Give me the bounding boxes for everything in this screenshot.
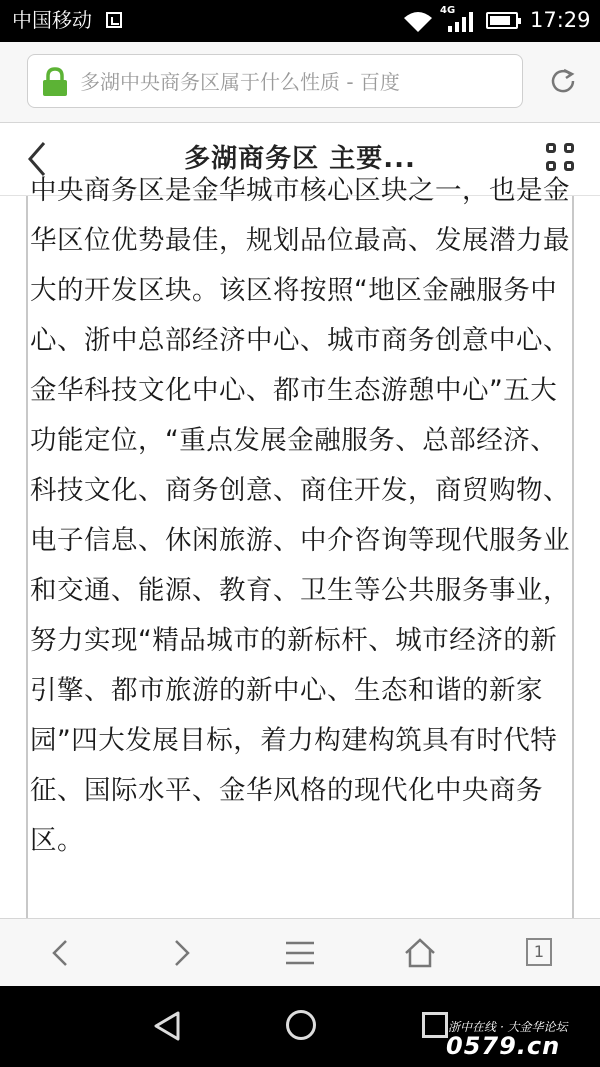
clock: 17:29 <box>530 8 591 32</box>
system-nav-bar <box>0 986 600 1067</box>
address-bar[interactable] <box>27 54 523 108</box>
lock-icon <box>41 67 69 97</box>
signal-icon <box>446 12 474 32</box>
nav-home-icon[interactable] <box>286 1010 316 1040</box>
network-type: 4G <box>440 5 456 16</box>
url-text: 多湖中央商务区属于什么性质 - 百度 <box>80 70 400 94</box>
page-title: 多湖商务区 主要... <box>184 144 416 174</box>
carrier-name: 中国移动 <box>12 8 92 32</box>
article-body: 中央商务区是金华城市核心区块之一，也是金华区位优势最佳，规划品位最高、发展潜力最大的开发区块。该区将按照“地区金融服务中心、浙中总部经济中心、城市商务创意中心、金华科技文化中心、都市生态游憩中心”五大功能定位，“重点发展金融服务、总部经济、科技文化、商务创意、商住开发，商贸购物、电子信息、休闲旅游、中介咨询等现代服务业和交通、能源、教育、卫生等公共服务事业，努力实现“精品城市的新标杆、城市经济的新引擎、都市旅游的新中心、生态和谐的新家园”四大发展目标，着力构建构筑具有时代特征、国际水平、金华风格的现代化中央商务区。 <box>30 175 570 856</box>
article-container[interactable] <box>26 175 574 918</box>
browser-address-area <box>0 42 600 123</box>
watermark-caption: 浙中在线 · 大金华论坛 <box>448 1020 568 1034</box>
wifi-icon <box>402 10 434 34</box>
reload-icon[interactable] <box>548 66 578 96</box>
forward-arrow-icon[interactable] <box>160 933 200 973</box>
nav-recents-icon[interactable] <box>422 1012 448 1038</box>
nav-back-icon[interactable] <box>152 1010 182 1042</box>
home-icon[interactable] <box>400 933 440 973</box>
watermark-logo: 0579.cn <box>446 1032 561 1060</box>
browser-toolbar <box>0 918 600 987</box>
battery-icon <box>486 12 518 29</box>
back-arrow-icon[interactable] <box>42 933 82 973</box>
status-bar <box>0 0 600 42</box>
screenshot-notification-icon <box>106 12 122 28</box>
battery-level <box>490 16 510 25</box>
tabs-button[interactable]: 1 <box>526 938 552 966</box>
menu-icon[interactable] <box>280 933 320 973</box>
